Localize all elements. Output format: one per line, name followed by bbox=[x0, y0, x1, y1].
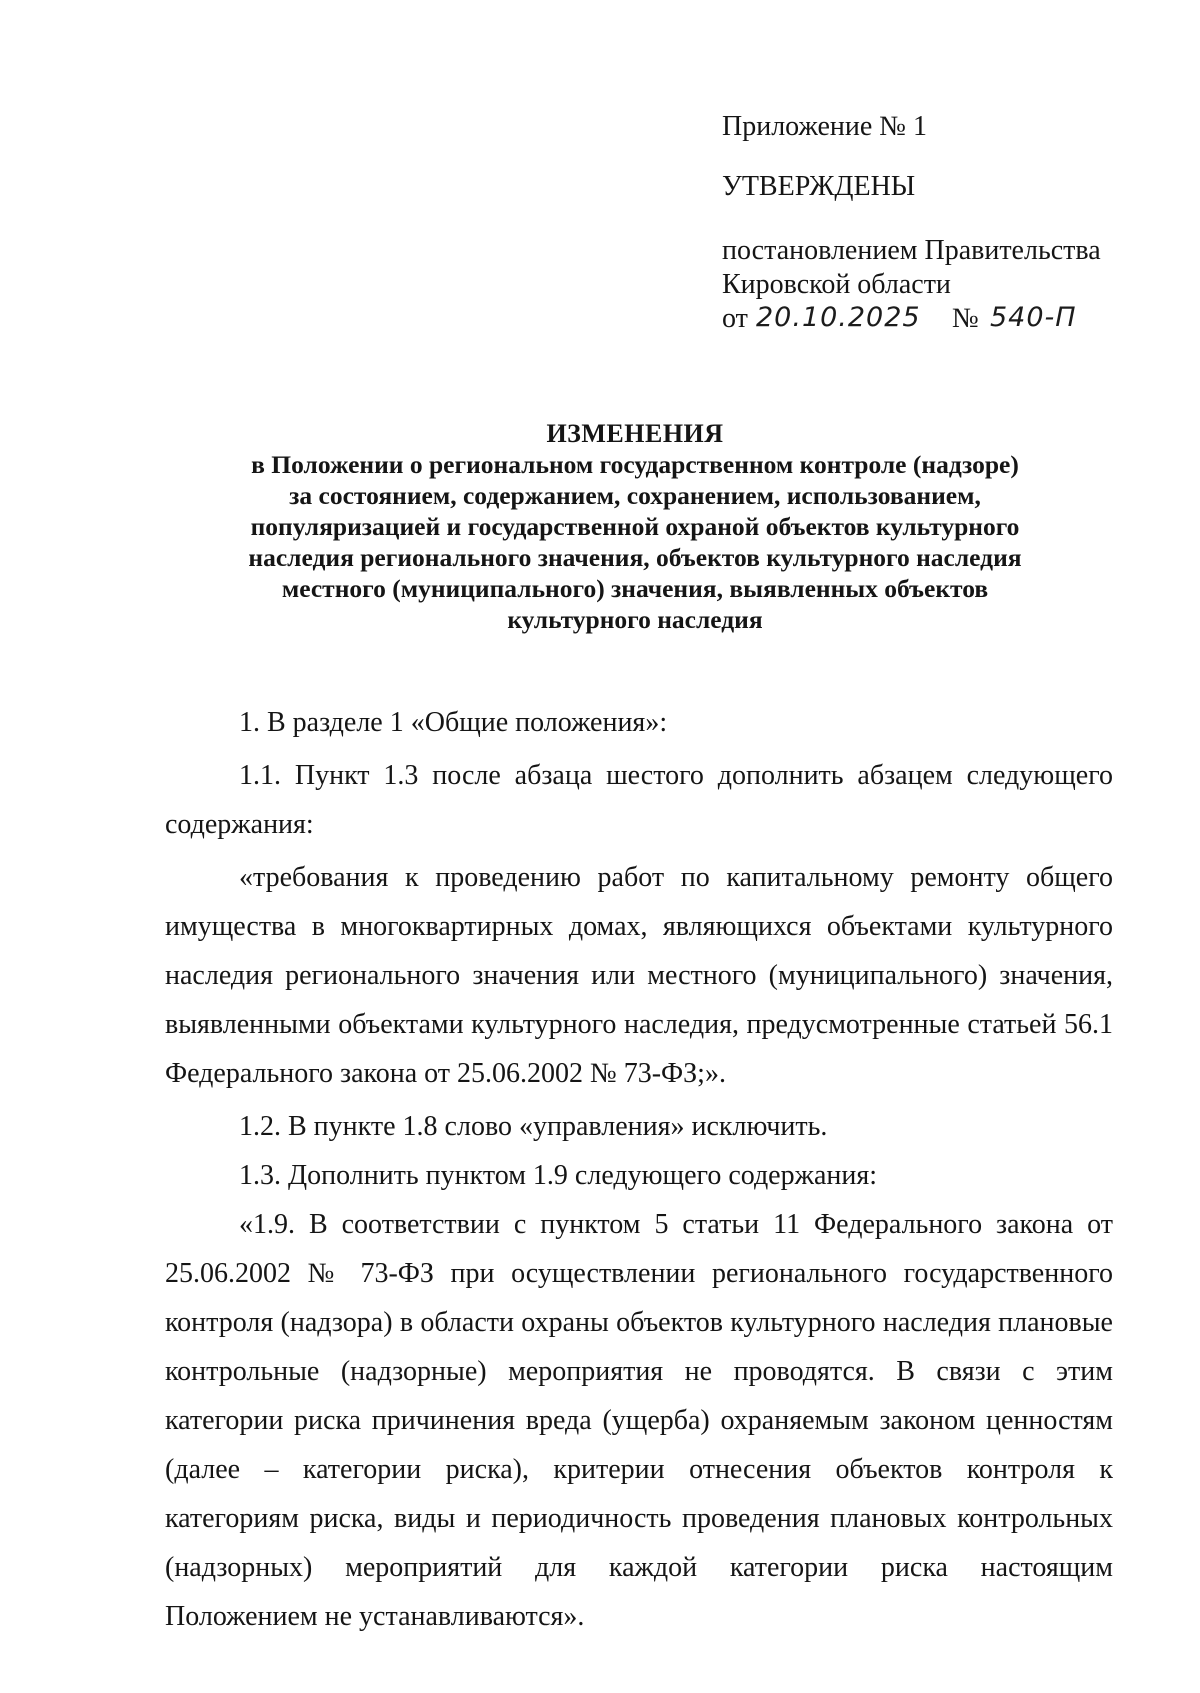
heading-line: культурного наследия bbox=[507, 605, 763, 634]
document-heading bbox=[150, 418, 1120, 635]
appendix-label: Приложение № 1 bbox=[722, 111, 927, 142]
date-number-row bbox=[722, 302, 1162, 340]
approved-label: УТВЕРЖДЕНЫ bbox=[722, 171, 916, 202]
paragraph-item-1-3: 1.3. Дополнить пунктом 1.9 следующего содержания: bbox=[239, 1160, 878, 1191]
paragraph-item-1-1: 1.1. Пункт 1.3 после абзаца шестого дополнить абзацем следующего содержания: bbox=[165, 760, 1113, 840]
paragraph-section-1: 1. В разделе 1 «Общие положения»: bbox=[239, 707, 668, 738]
heading-line: в Положении о региональном государственном контроле (надзоре) bbox=[251, 450, 1019, 479]
approval-block bbox=[722, 110, 1162, 340]
paragraph-quote-requirements: «требования к проведению работ по капитальному ремонту общего имущества в многоквартирных домах, являющихся объектами культурного наследия регионального значения или местного (муниципального) значения, выявленными объектами культурного наследия, предусмотренные статьей 56.1 Федерального закона от 25.06.2002 № 73-ФЗ;». bbox=[165, 862, 1113, 1089]
heading-line: популяризацией и государственной охраной объектов культурного bbox=[250, 512, 1020, 541]
heading-line: за состоянием, содержанием, сохранением, использованием, bbox=[289, 481, 981, 510]
resolution-line-1: постановлением Правительства bbox=[722, 235, 1101, 266]
document-body bbox=[165, 698, 1113, 1641]
handwritten-number: 540-П bbox=[990, 302, 1077, 333]
resolution-line-2: Кировской области bbox=[722, 269, 951, 300]
heading-title: ИЗМЕНЕНИЯ bbox=[546, 419, 724, 448]
paragraph-item-1-2: 1.2. В пункте 1.8 слово «управления» исключить. bbox=[239, 1111, 828, 1142]
heading-line: местного (муниципального) значения, выявленных объектов bbox=[281, 574, 989, 603]
handwritten-date: 20.10.2025 bbox=[756, 302, 921, 333]
paragraph-quote-1-9: «1.9. В соответствии с пунктом 5 статьи 11 Федерального закона от 25.06.2002 № 73-ФЗ при осуществлении регионального государственного контроля (надзора) в области охраны объектов культурного наследия плановые контрольные (надзорные) мероприятия не проводятся. В связи с этим категории риска причинения вреда (ущерба) охраняемым законом ценностям (далее – категории риска), критерии отнесения объектов контроля к категориям риска, виды и периодичность проведения плановых контрольных (надзорных) мероприятий для каждой категории риска настоящим Положением не устанавливаются». bbox=[165, 1209, 1113, 1632]
date-prefix: от bbox=[722, 303, 748, 334]
heading-line: наследия регионального значения, объектов культурного наследия bbox=[248, 543, 1022, 572]
number-prefix: № bbox=[952, 303, 979, 334]
